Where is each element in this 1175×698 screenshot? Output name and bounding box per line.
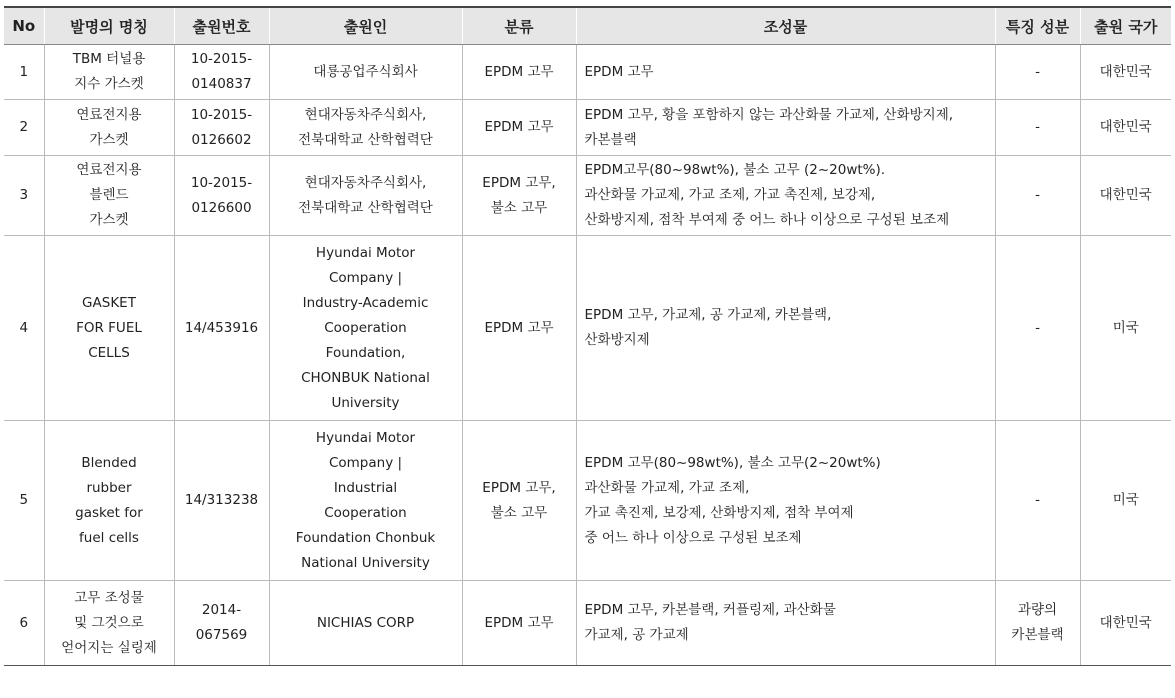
cell-composition bbox=[576, 45, 995, 100]
cell-line: 고무 조성물 bbox=[74, 589, 144, 606]
cell-line: EPDM 고무, 황을 포함하지 않는 과산화물 가교제, 산화방지제, bbox=[584, 106, 954, 123]
cell-line: 과산화물 가교제, 가교 조제, 가교 촉진제, 보강제, bbox=[584, 187, 876, 203]
cell-line: 0126600 bbox=[191, 199, 252, 216]
cell-line: CHONBUK National bbox=[301, 369, 430, 386]
cell-line: 가스켓 bbox=[89, 131, 129, 148]
cell-line: gasket for bbox=[75, 504, 143, 521]
cell-line: - bbox=[1035, 119, 1040, 135]
table-row bbox=[4, 421, 1171, 581]
cell-line: 14/313238 bbox=[184, 492, 259, 508]
cell-line: EPDM고무(80~98wt%), 불소 고무 (2~20wt%). bbox=[584, 162, 886, 178]
table-row bbox=[4, 45, 1171, 100]
cell-line: 과산화물 가교제, 가교 조제, bbox=[584, 479, 750, 496]
cell-line: 현대자동차주식회사, bbox=[304, 174, 427, 191]
cell-category bbox=[462, 100, 576, 156]
cell-line: Company | bbox=[328, 454, 403, 471]
cell-composition bbox=[576, 156, 995, 236]
cell-line: 불소 고무 bbox=[490, 504, 548, 521]
cell-category bbox=[462, 236, 576, 421]
cell-line: 0126602 bbox=[191, 131, 252, 148]
cell-application-number bbox=[174, 581, 269, 666]
cell-line: 0140837 bbox=[191, 76, 252, 92]
header-row bbox=[4, 7, 1171, 45]
cell-line: Foundation, bbox=[325, 344, 406, 361]
cell-line: Cooperation bbox=[324, 319, 407, 336]
cell-line: - bbox=[1035, 63, 1040, 80]
cell-composition bbox=[576, 236, 995, 421]
cell-line: EPDM 고무 bbox=[484, 63, 554, 80]
cell-line: EPDM 고무, bbox=[482, 479, 556, 496]
cell-line: rubber bbox=[86, 479, 132, 496]
cell-line: Foundation Chonbuk bbox=[295, 529, 436, 546]
cell-line: 가스켓 bbox=[89, 212, 129, 228]
cell-line: 가교제, 공 가교제 bbox=[584, 627, 689, 643]
cell-line: 전북대학교 산학협력단 bbox=[298, 131, 433, 148]
table-row bbox=[4, 236, 1171, 421]
header-feature: 특징 성분 bbox=[995, 7, 1080, 45]
cell-line: 현대자동차주식회사, bbox=[304, 106, 427, 123]
cell-application-number bbox=[174, 236, 269, 421]
cell-country: 대한민국 bbox=[1080, 100, 1171, 156]
cell-line: TBM 터널용 bbox=[72, 51, 146, 67]
cell-line: 산화방지제 bbox=[584, 332, 650, 348]
cell-feature bbox=[995, 236, 1080, 421]
cell-line: 10-2015- bbox=[190, 174, 253, 191]
cell-line: 중 어느 하나 이상으로 구성된 보조제 bbox=[584, 529, 802, 546]
header-country: 출원 국가 bbox=[1080, 7, 1171, 45]
cell-line: 블렌드 bbox=[89, 187, 129, 203]
cell-no: 5 bbox=[4, 421, 44, 581]
cell-applicant bbox=[269, 156, 462, 236]
cell-line: 10-2015- bbox=[190, 51, 253, 67]
cell-line: EPDM 고무(80~98wt%), 불소 고무(2~20wt%) bbox=[584, 454, 881, 471]
cell-line: 불소 고무 bbox=[490, 199, 548, 216]
cell-no: 1 bbox=[4, 45, 44, 100]
table-row bbox=[4, 100, 1171, 156]
cell-line: University bbox=[331, 394, 400, 411]
cell-invention-name bbox=[44, 45, 174, 100]
cell-line: FOR FUEL bbox=[76, 319, 142, 336]
cell-country: 대한민국 bbox=[1080, 581, 1171, 666]
cell-invention-name bbox=[44, 581, 174, 666]
cell-country: 대한민국 bbox=[1080, 156, 1171, 236]
cell-no: 4 bbox=[4, 236, 44, 421]
cell-line: 연료전지용 bbox=[76, 106, 142, 123]
header-name: 발명의 명칭 bbox=[44, 7, 174, 45]
cell-composition bbox=[576, 100, 995, 156]
cell-line: 산화방지제, 점착 부여제 중 어느 하나 이상으로 구성된 보조제 bbox=[584, 212, 950, 228]
cell-line: 10-2015- bbox=[190, 106, 253, 123]
cell-invention-name bbox=[44, 100, 174, 156]
cell-applicant bbox=[269, 100, 462, 156]
cell-line: 전북대학교 산학협력단 bbox=[298, 199, 433, 216]
table-row bbox=[4, 156, 1171, 236]
cell-invention-name bbox=[44, 156, 174, 236]
cell-line: 및 그것으로 bbox=[74, 614, 144, 631]
cell-line: EPDM 고무, bbox=[482, 174, 556, 191]
cell-line: 카본블랙 bbox=[584, 131, 637, 148]
table-row bbox=[4, 581, 1171, 666]
cell-invention-name bbox=[44, 236, 174, 421]
cell-line: Industry-Academic bbox=[302, 294, 429, 311]
cell-line: EPDM 고무 bbox=[584, 63, 654, 80]
cell-line: 가교 촉진제, 보강제, 산화방지제, 점착 부여제 bbox=[584, 504, 854, 521]
cell-composition bbox=[576, 421, 995, 581]
cell-application-number bbox=[174, 421, 269, 581]
cell-line: EPDM 고무, 가교제, 공 가교제, 카본블랙, bbox=[584, 307, 832, 323]
cell-feature bbox=[995, 421, 1080, 581]
cell-composition bbox=[576, 581, 995, 666]
cell-line: 14/453916 bbox=[184, 319, 259, 336]
cell-line: - bbox=[1035, 187, 1040, 203]
cell-country: 대한민국 bbox=[1080, 45, 1171, 100]
cell-line: NICHIAS CORP bbox=[316, 614, 415, 631]
cell-category bbox=[462, 45, 576, 100]
cell-line: - bbox=[1035, 319, 1040, 336]
cell-line: 2014- bbox=[201, 602, 242, 618]
cell-line: Blended bbox=[81, 454, 137, 471]
cell-line: 대룡공업주식회사 bbox=[313, 63, 418, 80]
cell-line: Hyundai Motor bbox=[315, 429, 416, 446]
cell-line: Hyundai Motor bbox=[315, 244, 416, 261]
cell-applicant bbox=[269, 45, 462, 100]
cell-applicant bbox=[269, 236, 462, 421]
cell-line: 지수 가스켓 bbox=[74, 76, 144, 92]
cell-line: 과량의 bbox=[1017, 602, 1058, 618]
cell-feature bbox=[995, 156, 1080, 236]
header-appno: 출원번호 bbox=[174, 7, 269, 45]
cell-no: 3 bbox=[4, 156, 44, 236]
cell-line: EPDM 고무, 카본블랙, 커플링제, 과산화물 bbox=[584, 602, 836, 618]
cell-line: EPDM 고무 bbox=[484, 614, 554, 631]
cell-invention-name bbox=[44, 421, 174, 581]
cell-application-number bbox=[174, 156, 269, 236]
header-no: No bbox=[4, 7, 44, 45]
cell-no: 2 bbox=[4, 100, 44, 156]
header-composition: 조성물 bbox=[576, 7, 995, 45]
cell-line: - bbox=[1035, 492, 1040, 508]
cell-feature bbox=[995, 45, 1080, 100]
table-body bbox=[4, 45, 1171, 666]
cell-line: CELLS bbox=[88, 344, 130, 361]
cell-line: 연료전지용 bbox=[76, 162, 142, 178]
cell-line: GASKET bbox=[82, 294, 136, 311]
cell-feature bbox=[995, 581, 1080, 666]
cell-line: EPDM 고무 bbox=[484, 319, 554, 336]
cell-category bbox=[462, 156, 576, 236]
patent-table bbox=[4, 6, 1171, 666]
cell-line: Company | bbox=[328, 269, 403, 286]
cell-applicant bbox=[269, 581, 462, 666]
cell-application-number bbox=[174, 45, 269, 100]
cell-country: 미국 bbox=[1080, 421, 1171, 581]
header-category: 분류 bbox=[462, 7, 576, 45]
cell-line: 얻어지는 실링제 bbox=[61, 639, 157, 656]
cell-line: National University bbox=[301, 554, 430, 571]
cell-category bbox=[462, 581, 576, 666]
cell-line: fuel cells bbox=[79, 529, 139, 546]
cell-line: 067569 bbox=[195, 627, 248, 643]
cell-country: 미국 bbox=[1080, 236, 1171, 421]
cell-line: Industrial bbox=[333, 479, 398, 496]
cell-application-number bbox=[174, 100, 269, 156]
cell-line: 카본블랙 bbox=[1011, 627, 1064, 643]
cell-category bbox=[462, 421, 576, 581]
header-applicant: 출원인 bbox=[269, 7, 462, 45]
cell-line: EPDM 고무 bbox=[484, 119, 554, 135]
cell-feature bbox=[995, 100, 1080, 156]
cell-applicant bbox=[269, 421, 462, 581]
cell-line: Cooperation bbox=[324, 504, 407, 521]
cell-no: 6 bbox=[4, 581, 44, 666]
